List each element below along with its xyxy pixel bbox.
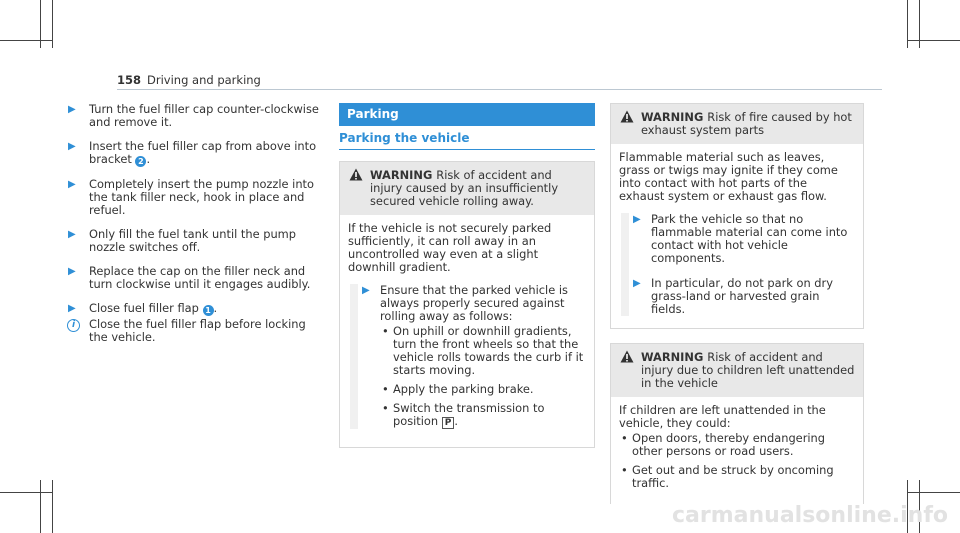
warning-body [611,144,863,328]
section-title: Parking [339,103,595,126]
warning-body-text: If children are left unattended in the vehicle, they could: [619,403,826,430]
warning-body [340,215,594,447]
warning-triangle-icon [349,168,363,181]
warning-label: WARNING [641,110,704,124]
step-text-end: . [213,301,218,315]
left-column [67,103,327,344]
step-text-end: . [146,152,151,166]
step-item [358,284,586,429]
page-header [117,74,261,87]
warning-box-fire [610,103,864,329]
bullet-dot: • [621,431,628,445]
step-text: Close fuel filler flap [89,301,203,315]
subsection-divider [339,149,595,150]
bullet-dot: • [382,324,389,338]
warning-header [611,104,863,144]
step-text: Ensure that the parked vehicle is always properly secured against rolling away as follows: [380,283,568,323]
bullet-dot: • [382,401,389,415]
arrow-right-icon: ▶ [68,179,76,190]
step-text: In particular, do not park on dry grass-land or harvested grain fields. [651,276,833,316]
bullet-list [619,432,855,490]
arrow-right-icon: ▶ [362,285,370,296]
warning-steps [619,213,855,320]
arrow-right-icon: ▶ [633,278,641,289]
middle-column [339,103,595,460]
right-column [610,103,864,516]
crop-mark [40,480,41,533]
warning-body [611,397,863,504]
warning-box [339,161,595,448]
crop-mark [0,492,53,493]
bullet-item [619,464,855,490]
header-divider [117,89,882,90]
warning-header [340,162,594,215]
arrow-right-icon: ▶ [68,141,76,152]
watermark-text: carmanualsonline.info [672,503,948,528]
warning-headline: Risk of accident and injury due to children left unattended in the vehicle [641,350,855,390]
crop-mark [52,480,53,533]
bullet-dot: • [382,382,389,396]
bullet-list [380,325,586,429]
step-item [67,140,327,167]
bullet-text: Switch the transmission to position [393,401,545,428]
arrow-right-icon: ▶ [633,214,641,225]
info-icon: i [67,319,80,332]
warning-steps [348,284,586,439]
crop-mark [0,40,53,41]
subsection-title: Parking the vehicle [339,131,470,145]
section-name: Driving and parking [147,73,261,87]
bullet-item [380,383,586,396]
step-text: Only fill the fuel tank until the pump nozzle switches off. [89,227,297,254]
warning-body-text: Flammable material such as leaves, grass or twigs may ignite if they come into contact with hot parts of the exhaust system or exhaust gas flow. [619,150,838,203]
bullet-text: On uphill or downhill gradients, turn the front wheels so that the vehicle rolls towards the curb if it starts moving. [393,324,584,377]
step-item [67,265,327,291]
warning-body-text: If the vehicle is not securely parked sufficiently, it can roll away in an uncontrolled way even at a slight downhill gradient. [348,221,552,274]
step-text: Insert the fuel filler cap from above into bracket [89,139,317,166]
step-text: Park the vehicle so that no flammable material can come into contact with hot vehicle components. [651,212,848,265]
bullet-text: Apply the parking brake. [393,382,534,396]
warning-label: WARNING [370,168,433,182]
step-stripe [350,284,586,429]
warning-headline: Risk of fire caused by hot exhaust system parts [641,110,852,137]
bullet-item [380,325,586,377]
warning-box-children [610,343,864,504]
step-item [67,302,327,316]
marker-1-badge: 1 [203,305,214,316]
step-item [67,228,327,254]
park-position-symbol: P [442,417,455,429]
arrow-right-icon: ▶ [68,303,76,314]
arrow-right-icon: ▶ [68,104,76,115]
step-text: Replace the cap on the filler neck and turn clockwise until it engages audibly. [89,264,311,291]
warning-headline: Risk of accident and injury caused by an insufficiently secured vehicle rolling away. [370,168,559,208]
bullet-text: Get out and be struck by oncoming traffic. [632,463,834,490]
warning-triangle-icon [620,350,634,363]
step-item [629,213,855,265]
step-item [67,178,327,217]
page-number: 158 [117,73,142,87]
bullet-text: Open doors, thereby endangering other persons or road users. [632,431,825,458]
step-item [629,277,855,316]
step-text: Completely insert the pump nozzle into the tank filler neck, hook in place and refuel. [89,177,314,217]
arrow-right-icon: ▶ [68,266,76,277]
note-text: Close the fuel filler flap before locking the vehicle. [89,317,306,344]
bullet-dot: • [621,463,628,477]
bullet-item: • Switch the transmission to position P . [382,401,545,428]
warning-triangle-icon [620,110,634,123]
warning-label: WARNING [641,350,704,364]
step-stripe [621,213,855,316]
step-item [67,103,327,129]
crop-mark [907,492,960,493]
step-text: Turn the fuel filler cap counter-clockwise and remove it. [89,102,319,129]
arrow-right-icon: ▶ [68,229,76,240]
marker-2-badge: 2 [135,156,146,167]
warning-header [611,344,863,397]
info-note [67,318,327,344]
crop-mark [907,40,960,41]
bullet-item [619,432,855,458]
